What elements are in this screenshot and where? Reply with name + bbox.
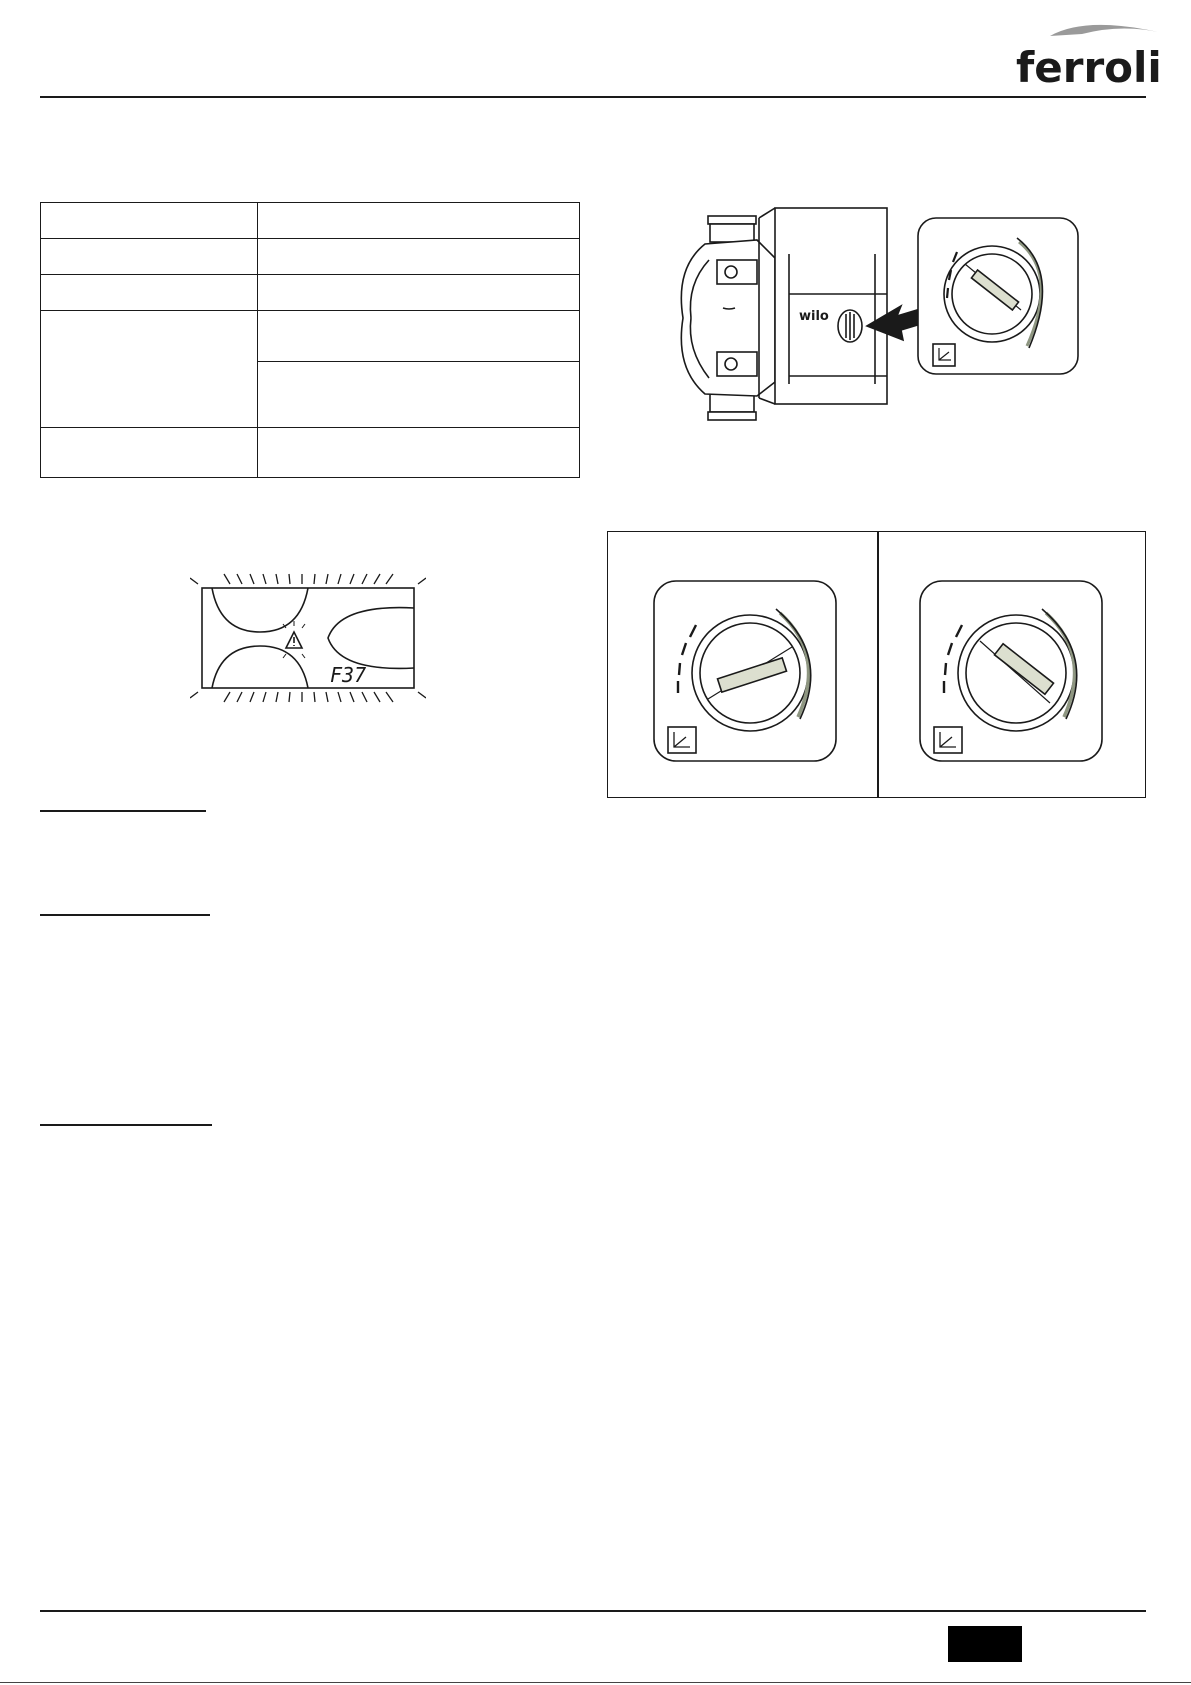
table-cell bbox=[41, 311, 258, 427]
section-heading-underline-2 bbox=[40, 914, 210, 916]
pump-illustration bbox=[665, 198, 1085, 436]
table-row bbox=[41, 239, 580, 275]
header-divider bbox=[40, 96, 1146, 98]
table-cell bbox=[258, 427, 580, 477]
dial-divider bbox=[877, 532, 879, 797]
table-cell bbox=[41, 427, 258, 477]
table-cell bbox=[41, 239, 258, 275]
table-row bbox=[41, 311, 580, 361]
table-cell bbox=[41, 275, 258, 311]
table-cell bbox=[258, 361, 580, 427]
table-row bbox=[41, 427, 580, 477]
table-cell bbox=[258, 311, 580, 361]
dial-comparison-box bbox=[607, 531, 1146, 798]
page-number-tab bbox=[948, 1626, 1022, 1662]
speed-dial-high bbox=[916, 577, 1106, 765]
lcd-display bbox=[190, 568, 426, 710]
table-cell bbox=[41, 203, 258, 239]
section-heading-underline-3 bbox=[40, 1124, 212, 1126]
table-row bbox=[41, 275, 580, 311]
lcd-blink-ticks-bottom bbox=[224, 692, 393, 702]
parameter-table bbox=[40, 202, 580, 478]
svg-text:wilo: wilo bbox=[799, 309, 829, 324]
table-cell bbox=[258, 239, 580, 275]
svg-text:ferroli: ferroli bbox=[1016, 43, 1160, 88]
footer-divider bbox=[40, 1610, 1146, 1612]
table-cell bbox=[258, 275, 580, 311]
table-cell bbox=[258, 203, 580, 239]
section-heading-underline-1 bbox=[40, 810, 206, 812]
ferroli-logo bbox=[1010, 18, 1160, 88]
lcd-error-code: F37 bbox=[330, 663, 367, 687]
speed-dial-low bbox=[650, 577, 840, 765]
table-row bbox=[41, 203, 580, 239]
lcd-blink-ticks-top bbox=[224, 574, 393, 584]
page-bottom-edge bbox=[0, 1682, 1191, 1683]
